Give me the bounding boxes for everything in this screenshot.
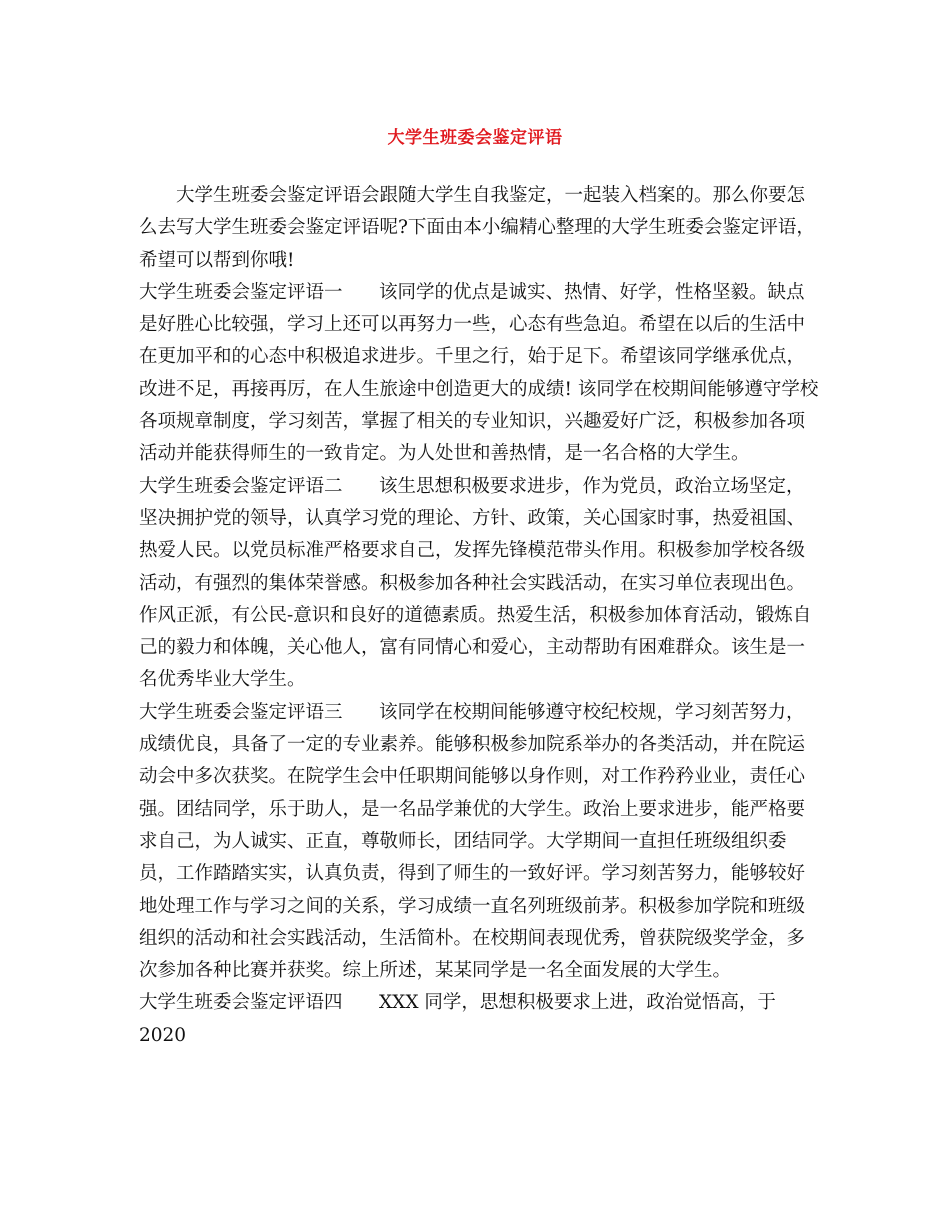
section-heading: 大学生班委会鉴定评语一 bbox=[139, 281, 343, 303]
section-text: 该同学的优点是诚实、热情、好学，性格坚毅。缺点是好胜心比较强，学习上还可以再努力一些，心态有些急迫。希望在以后的生活中在更加平和的心态中积极追求进步。千里之行，始于足下。希望该同学继承优点，改进不足，再接再厉，在人生旅途中创造更大的成绩! 该同学在校期间能够遵守学校各项规章制度，学习刻苦，掌握了相关的专业知识，兴趣爱好广泛，积极参加各项活动并能获得师生的一致肯定。为人处世和善热情，是一名合格的大学生。 bbox=[139, 281, 819, 465]
document-body bbox=[139, 180, 819, 1052]
review-section bbox=[139, 987, 819, 1052]
section-heading: 大学生班委会鉴定评语三 bbox=[139, 701, 343, 723]
section-heading: 大学生班委会鉴定评语二 bbox=[139, 475, 343, 497]
document-title: 大学生班委会鉴定评语 bbox=[387, 128, 563, 148]
review-section bbox=[139, 471, 819, 697]
section-text: XXX 同学，思想积极要求上进，政治觉悟高，于 2020 bbox=[139, 992, 776, 1046]
section-text: 该同学在校期间能够遵守校纪校规，学习刻苦努力，成绩优良，具备了一定的专业素养。能够积极参加院系举办的各类活动，并在院运动会中多次获奖。在院学生会中任职期间能够以身作则，对工作矜矜业业，责任心强。团结同学，乐于助人，是一名品学兼优的大学生。政治上要求进步，能严格要求自己，为人诚实、正直，尊敬师长，团结同学。大学期间一直担任班级组织委员，工作踏踏实实，认真负责，得到了师生的一致好评。学习刻苦努力，能够较好地处理工作与学习之间的关系，学习成绩一直名列班级前茅。积极参加学院和班级组织的活动和社会实践活动，生活简朴。在校期间表现优秀，曾获院级奖学金，多次参加各种比赛并获奖。综上所述，某某同学是一名全面发展的大学生。 bbox=[139, 701, 806, 982]
intro-paragraph: 大学生班委会鉴定评语会跟随大学生自我鉴定，一起装入档案的。那么你要怎么去写大学生班委会鉴定评语呢?下面由本小编精心整理的大学生班委会鉴定评语，希望可以帮到你哦! bbox=[139, 185, 815, 271]
review-section bbox=[139, 277, 819, 471]
review-section bbox=[139, 697, 819, 988]
section-heading: 大学生班委会鉴定评语四 bbox=[139, 992, 343, 1014]
section-text: 该生思想积极要求进步，作为党员，政治立场坚定，坚决拥护党的领导，认真学习党的理论、方针、政策，关心国家时事，热爱祖国、热爱人民。以党员标准严格要求自己，发挥先锋模范带头作用。积极参加学校各级活动，有强烈的集体荣誉感。积极参加各种社会实践活动，在实习单位表现出色。作风正派，有公民-意识和良好的道德素质。热爱生活，积极参加体育活动，锻炼自己的毅力和体魄，关心他人，富有同情心和爱心，主动帮助有困难群众。该生是一名优秀毕业大学生。 bbox=[139, 475, 812, 691]
sections-container bbox=[139, 277, 819, 1052]
